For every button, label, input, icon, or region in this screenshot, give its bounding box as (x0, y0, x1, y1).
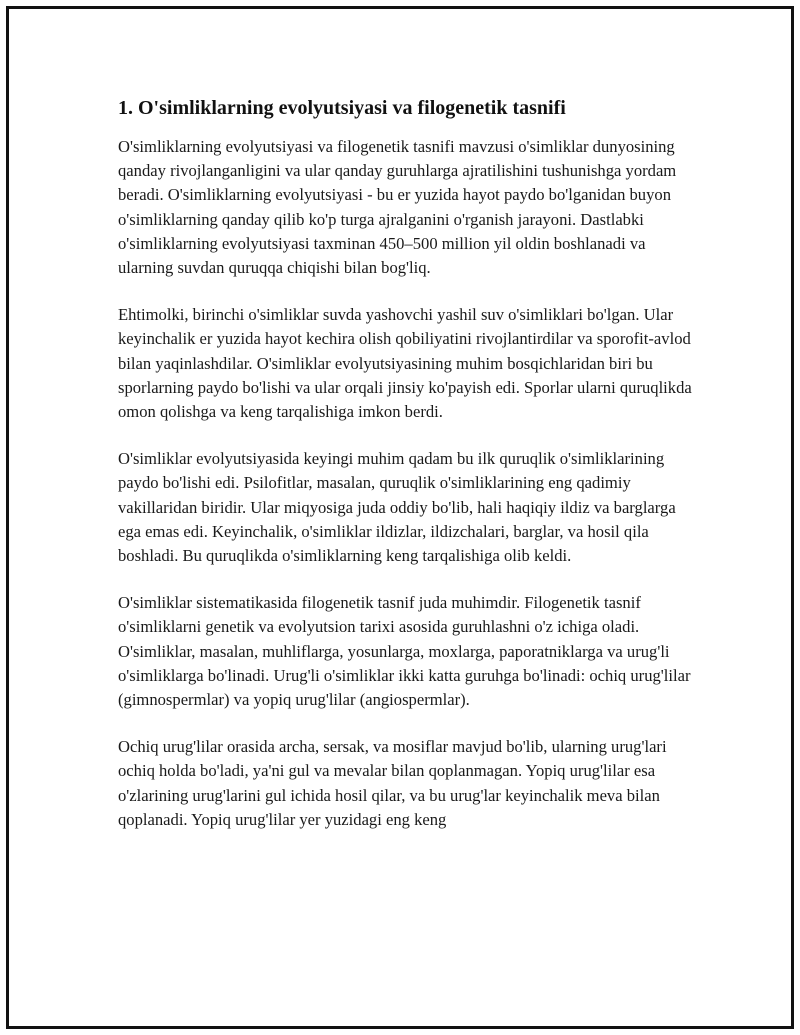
document-title: 1. O'simliklarning evolyutsiyasi va filogenetik tasnifi (118, 97, 566, 119)
paragraph: Ehtimolki, birinchi o'simliklar suvda yashovchi yashil suv o'simliklari bo'lgan. Ular keyinchalik er yuzida hayot kechira olish qobiliyatini rivojlantirdilar va sporofit-avlod bilan yaqinlashdilar. O'simliklar evolyutsiyasining muhim bosqichlaridan biri bu sporlarning paydo bo'lishi va ular orqali jinsiy ko'payish edi. Sporlar ularni quruqlikda omon qolishga va keng tarqalishiga imkon berdi. (118, 305, 692, 422)
page-frame (6, 6, 794, 1029)
document-body (118, 95, 698, 855)
paragraph: O'simliklar evolyutsiyasida keyingi muhim qadam bu ilk quruqlik o'simliklarining paydo bo'lishi edi. Psilofitlar, masalan, quruqlik o'simliklarining eng qadimiy vakillaridan biridir. Ular miqyosiga juda oddiy bo'lib, hali haqiqiy ildiz va barglarga ega emas edi. Keyinchalik, o'simliklar ildizlar, ildizchalari, barglar, va hosil qila boshladi. Bu quruqlikda o'simliklarning keng tarqalishiga olib keldi. (118, 449, 676, 566)
paragraph: O'simliklarning evolyutsiyasi va filogenetik tasnifi mavzusi o'simliklar dunyosining qanday rivojlanganligini va ular qanday guruhlarga ajratilishini tushunishga yordam beradi. O'simliklarning evolyutsiyasi - bu er yuzida hayot paydo bo'lganidan buyon o'simliklarning qanday qilib ko'p turga ajralganini o'rganish jarayoni. Dastlabki o'simliklarning evolyutsiyasi taxminan 450–500 million yil oldin boshlanadi va ularning suvdan quruqqa chiqishi bilan bog'liq. (118, 137, 677, 278)
paragraph: Ochiq urug'lilar orasida archa, sersak, va mosiflar mavjud bo'lib, ularning urug'lari ochiq holda bo'ladi, ya'ni gul va mevalar bilan qoplanmagan. Yopiq urug'lilar esa o'zlarining urug'larini gul ichida hosil qilar, va bu urug'lar keyinchalik meva bilan qoplanadi. Yopiq urug'lilar yer yuzidagi eng keng (118, 737, 667, 829)
paragraph: O'simliklar sistematikasida filogenetik tasnif juda muhimdir. Filogenetik tasnif o'simliklarni genetik va evolyutsion tarixi asosida guruhlashni o'z ichiga oladi. O'simliklar, masalan, muhliflarga, yosunlarga, moxlarga, paporatniklarga va urug'li o'simliklarga bo'linadi. Urug'li o'simliklar ikki katta guruhga bo'linadi: ochiq urug'lilar (gimnospermlar) va yopiq urug'lilar (angiospermlar). (118, 593, 691, 710)
